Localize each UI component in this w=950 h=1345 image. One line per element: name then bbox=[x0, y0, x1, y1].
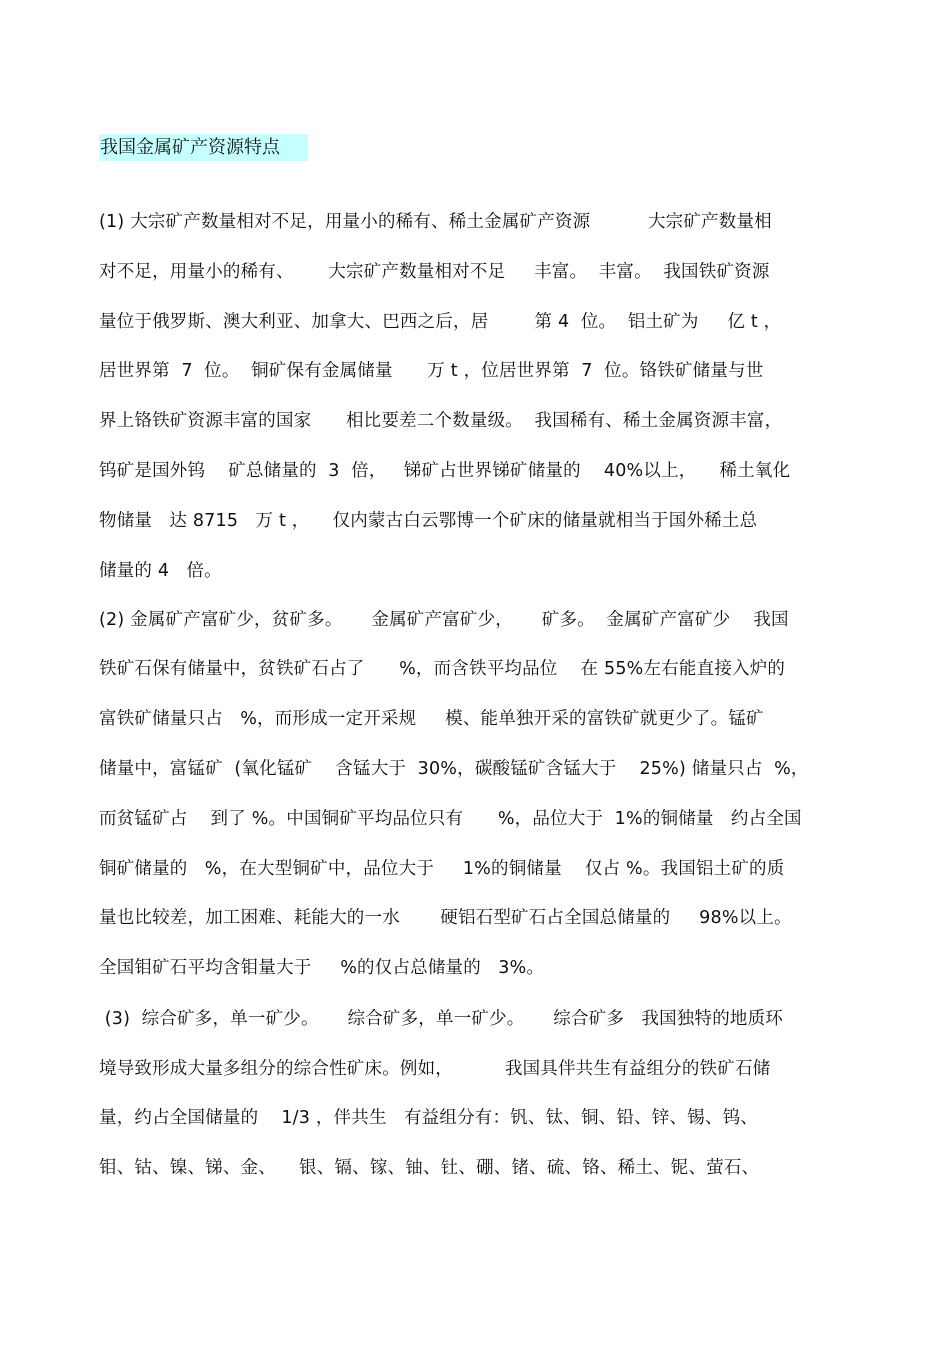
text-line: (3) 综合矿多，单一矿少。 综合矿多，单一矿少。 综合矿多 我国独特的地质环 bbox=[99, 1009, 783, 1029]
text-line: 钨矿是国外钨 矿总储量的 3 倍， 锑矿占世界锑矿储量的 40%以上， 稀土氧化 bbox=[99, 461, 791, 481]
text-line: 居世界第 7 位。 铜矿保有金属储量 万 t ，位居世界第 7 位。铬铁矿储量与世 bbox=[99, 361, 764, 381]
text-line: (1) 大宗矿产数量相对不足，用量小的稀有、稀土金属矿产资源 大宗矿产数量相 bbox=[99, 212, 772, 232]
text-line: 钼、钴、镍、锑、金、 银、镉、镓、铀、钍、硼、锗、硫、铬、稀土、铌、萤石、 bbox=[99, 1158, 760, 1178]
text-line: 铁矿石保有储量中，贫铁矿石占了 %，而含铁平均品位 在 55%左右能直接入炉的 bbox=[99, 659, 786, 679]
text-line: 而贫锰矿占 到了 %。中国铜矿平均品位只有 %，品位大于 1%的铜储量 约占全国 bbox=[99, 809, 802, 829]
text-line: 量也比较差，加工困难、耗能大的一水 硬铝石型矿石占全国总储量的 98%以上。 bbox=[99, 908, 792, 928]
text-line: 储量中，富锰矿 (氧化锰矿 含锰大于 30%，碳酸锰矿含锰大于 25%) 储量只占 %， bbox=[99, 759, 809, 779]
text-line: 全国钼矿石平均含钼量大于 %的仅占总储量的 3%。 bbox=[99, 958, 545, 978]
text-line: 铜矿储量的 %，在大型铜矿中，品位大于 1%的铜储量 仅占 %。我国铝土矿的质 bbox=[99, 859, 785, 879]
text-line: 储量的 4 倍。 bbox=[99, 561, 222, 581]
text-line: (2) 金属矿产富矿少，贫矿多。 金属矿产富矿少， 矿多。 金属矿产富矿少 我国 bbox=[99, 610, 789, 630]
text-line: 境导致形成大量多组分的综合性矿床。例如， 我国具伴共生有益组分的铁矿石储 bbox=[99, 1059, 771, 1079]
text-line: 富铁矿储量只占 %，而形成一定开采规 模、能单独开采的富铁矿就更少了。锰矿 bbox=[99, 709, 764, 729]
text-line: 界上铬铁矿资源丰富的国家 相比要差二个数量级。 我国稀有、稀土金属资源丰富， bbox=[99, 411, 783, 431]
text-line: 量，约占全国储量的 1/3 ，伴共生 有益组分有：钒、钛、铜、铅、锌、锡、钨、 bbox=[99, 1108, 758, 1128]
text-line: 量位于俄罗斯、澳大利亚、加拿大、巴西之后，居 第 4 位。 铝土矿为 亿 t ， bbox=[99, 312, 782, 332]
text-line: 对不足，用量小的稀有、 大宗矿产数量相对不足 丰富。 丰富。 我国铁矿资源 bbox=[99, 262, 770, 282]
document-title: 我国金属矿产资源特点 bbox=[99, 134, 308, 161]
text-line: 物储量 达 8715 万 t ， 仅内蒙古白云鄂博一个矿床的储量就相当于国外稀土总 bbox=[99, 511, 758, 531]
